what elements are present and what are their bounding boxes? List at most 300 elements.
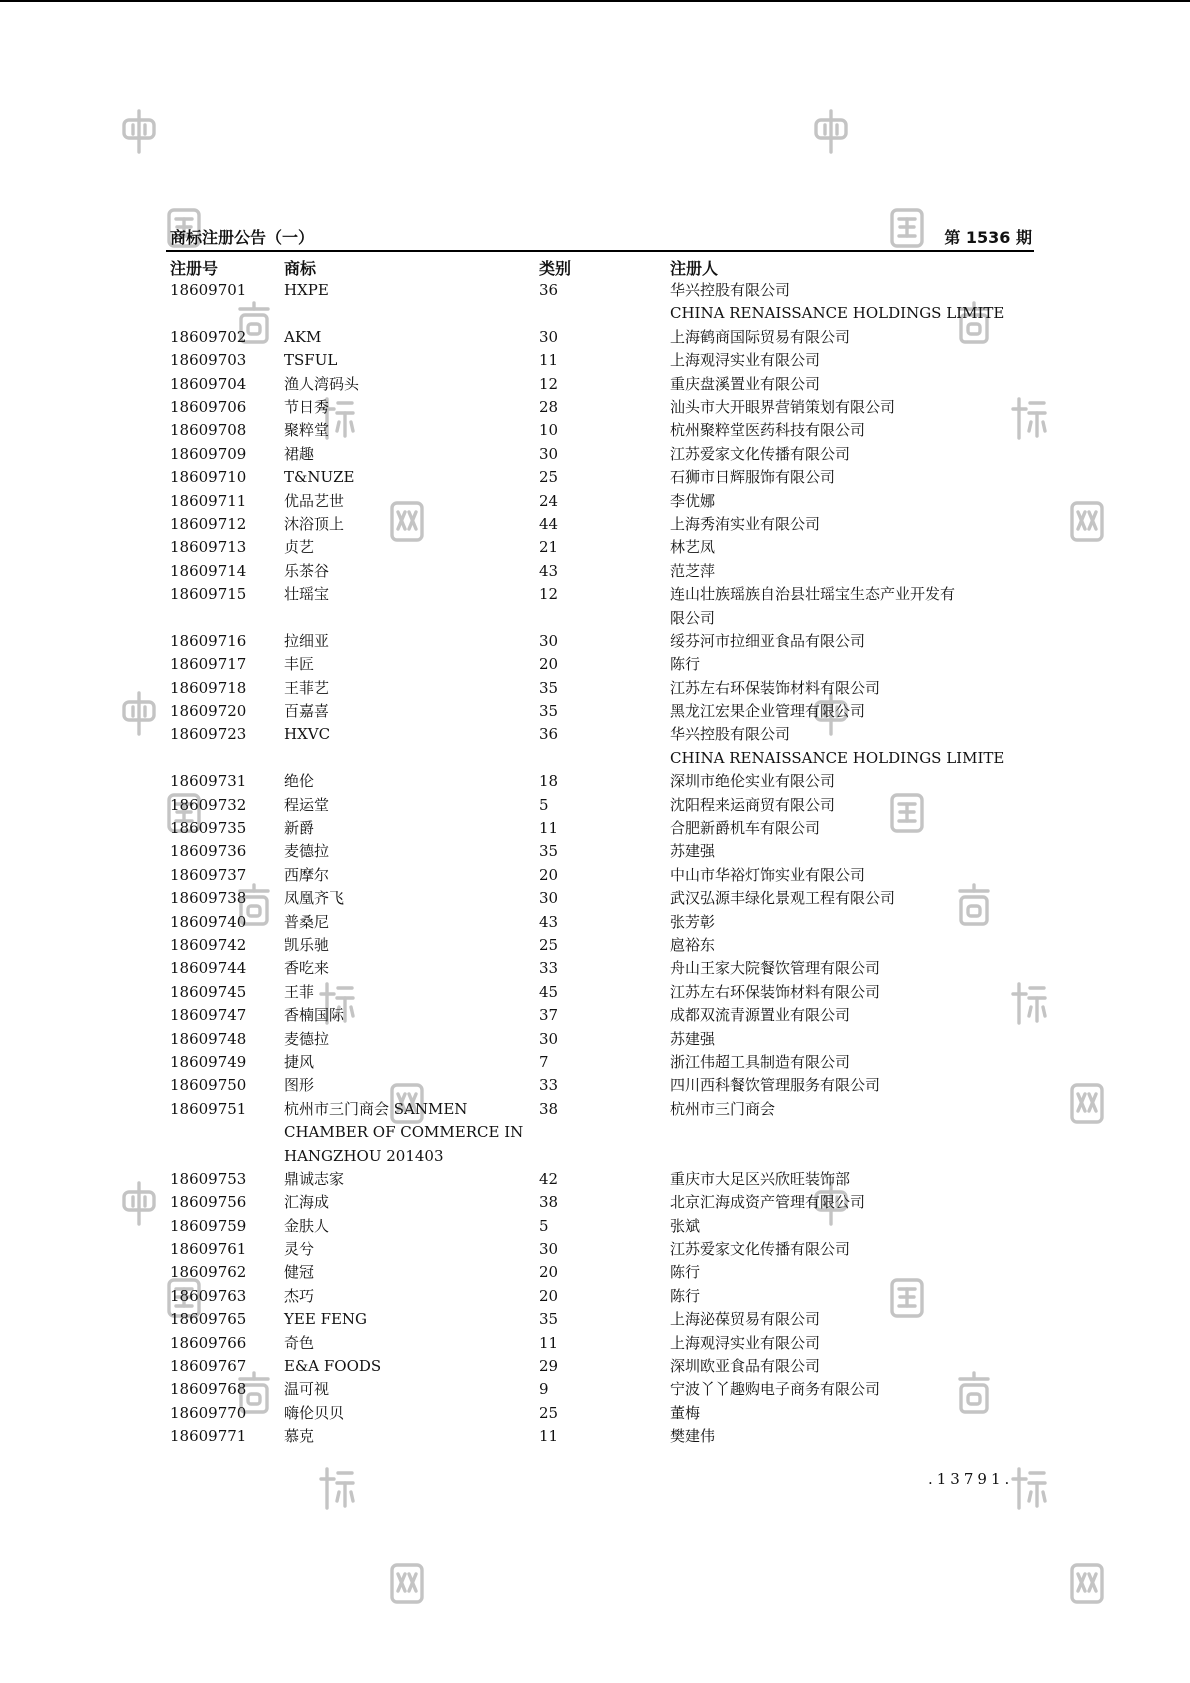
registrant-cell	[670, 279, 1004, 326]
trademark-text: E&A FOODS	[284, 1357, 382, 1376]
reg-number: 18609761	[170, 1240, 247, 1259]
trademark-text: 杭州市三门商会 SANMEN	[284, 1099, 468, 1118]
registrant-cell	[670, 1028, 715, 1051]
class-number: 11	[539, 1427, 559, 1446]
class-number: 35	[539, 678, 559, 697]
trademark-cell	[284, 349, 337, 372]
registrant-text: 江苏左右环保装饰材料有限公司	[670, 678, 881, 697]
table-row	[0, 700, 1190, 723]
reg-number: 18609713	[170, 538, 247, 557]
reg-number: 18609738	[170, 889, 247, 908]
trademark-text: 拉细亚	[284, 631, 330, 650]
registrant-cell	[670, 1402, 700, 1425]
trademark-cell	[284, 490, 344, 513]
table-row	[0, 840, 1190, 863]
trademark-text: CHAMBER OF COMMERCE IN	[284, 1123, 524, 1142]
registrant-cell	[670, 1238, 850, 1261]
class-number: 25	[539, 468, 559, 487]
class-number: 9	[539, 1380, 549, 1399]
class-number: 11	[539, 1333, 559, 1352]
table-row	[0, 770, 1190, 793]
trademark-text: 凯乐驰	[284, 935, 330, 954]
class-number: 18	[539, 772, 559, 791]
registrant-text: 范芝萍	[670, 561, 716, 580]
trademark-text: 慕克	[284, 1427, 315, 1446]
trademark-text: 百嘉喜	[284, 702, 330, 721]
trademark-cell	[284, 1332, 314, 1355]
registrant-cell	[670, 443, 850, 466]
trademark-text: HXPE	[284, 281, 329, 299]
trademark-cell	[284, 279, 329, 302]
registrant-cell	[670, 536, 715, 559]
class-number: 42	[539, 1169, 559, 1188]
trademark-text: 新爵	[284, 819, 315, 838]
table-row	[0, 560, 1190, 583]
table-row	[0, 817, 1190, 840]
registrant-text: 舟山王家大院餐饮管理有限公司	[670, 959, 881, 978]
column-header-mark: 商标	[284, 259, 317, 278]
trademark-text: HXVC	[284, 725, 331, 744]
registrant-text: 宁波丫丫趣购电子商务有限公司	[670, 1380, 881, 1399]
registrant-cell	[670, 583, 955, 630]
class-number: 33	[539, 959, 559, 978]
class-number: 35	[539, 702, 559, 721]
class-number: 30	[539, 444, 559, 463]
registrant-cell	[670, 1355, 820, 1378]
table-row	[0, 1191, 1190, 1214]
registrant-text: 连山壮族瑶族自治县壮瑶宝生态产业开发有	[670, 585, 956, 604]
watermark-glyph	[120, 108, 158, 154]
trademark-cell	[284, 794, 329, 817]
registrant-cell	[670, 770, 835, 793]
trademark-cell	[284, 1425, 314, 1448]
reg-number: 18609704	[170, 374, 247, 393]
reg-number: 18609742	[170, 935, 247, 954]
reg-number: 18609708	[170, 421, 247, 440]
reg-number: 18609715	[170, 585, 247, 604]
trademark-cell	[284, 1355, 381, 1378]
trademark-text: 西摩尔	[284, 865, 330, 884]
trademark-cell	[284, 373, 359, 396]
watermark-glyph	[1010, 1465, 1048, 1511]
registrant-cell	[670, 864, 865, 887]
registrant-cell	[670, 677, 880, 700]
column-header-reg-no: 注册号	[170, 259, 219, 278]
reg-number: 18609766	[170, 1333, 247, 1352]
class-number: 30	[539, 631, 559, 650]
trademark-text: 杰巧	[284, 1286, 315, 1305]
table-row	[0, 279, 1190, 326]
registrant-text: 合肥新爵机车有限公司	[670, 819, 821, 838]
registrant-cell	[670, 1168, 850, 1191]
trademark-cell	[284, 817, 314, 840]
trademark-text: 程运堂	[284, 795, 330, 814]
reg-number: 18609702	[170, 327, 247, 346]
registrant-text: 上海鹤商国际贸易有限公司	[670, 327, 851, 346]
table-row	[0, 630, 1190, 653]
class-number: 5	[539, 795, 549, 814]
reg-number: 18609771	[170, 1427, 247, 1446]
reg-number: 18609753	[170, 1169, 247, 1188]
trademark-cell	[284, 630, 329, 653]
bulletin-title: 商标注册公告（一）	[170, 228, 315, 247]
registrant-cell	[670, 1051, 850, 1074]
registrant-cell	[670, 1074, 880, 1097]
trademark-cell	[284, 677, 329, 700]
class-number: 30	[539, 327, 559, 346]
table-row	[0, 1074, 1190, 1097]
registrant-text: 李优娜	[670, 491, 716, 510]
table-row	[0, 1051, 1190, 1074]
class-number: 30	[539, 1240, 559, 1259]
table-row	[0, 1285, 1190, 1308]
class-number: 20	[539, 1286, 559, 1305]
trademark-text: AKM	[284, 327, 322, 346]
registrant-text: 四川西科餐饮管理服务有限公司	[670, 1076, 881, 1095]
trademark-cell	[284, 700, 329, 723]
registrant-text: 黑龙江宏果企业管理有限公司	[670, 702, 866, 721]
reg-number: 18609750	[170, 1076, 247, 1095]
trademark-text: YEE FENG	[284, 1310, 368, 1329]
class-number: 43	[539, 912, 559, 931]
table-row	[0, 1378, 1190, 1401]
trademark-cell	[284, 981, 314, 1004]
reg-number: 18609709	[170, 444, 247, 463]
reg-number: 18609763	[170, 1286, 247, 1305]
class-number: 30	[539, 889, 559, 908]
trademark-cell	[284, 911, 329, 934]
registrant-text: 苏建强	[670, 842, 716, 861]
trademark-cell	[284, 653, 314, 676]
class-number: 28	[539, 397, 559, 416]
table-row	[0, 1261, 1190, 1284]
trademark-cell	[284, 887, 344, 910]
watermark-glyph	[388, 1560, 426, 1606]
table-row	[0, 1402, 1190, 1425]
table-row	[0, 887, 1190, 910]
table-row	[0, 1308, 1190, 1331]
registration-table	[0, 279, 1190, 1449]
trademark-text: 裙趣	[284, 444, 315, 463]
trademark-cell	[284, 466, 355, 489]
column-header-class: 类别	[539, 259, 572, 278]
reg-number: 18609751	[170, 1099, 247, 1118]
registrant-text: 华兴控股有限公司	[670, 281, 791, 299]
top-border	[0, 0, 1190, 2]
trademark-text: 普桑尼	[284, 912, 330, 931]
trademark-text: 香吃来	[284, 959, 330, 978]
table-row	[0, 653, 1190, 676]
table-row	[0, 981, 1190, 1004]
trademark-cell	[284, 1308, 367, 1331]
reg-number: 18609759	[170, 1216, 247, 1235]
class-number: 45	[539, 982, 559, 1001]
registrant-cell	[670, 419, 865, 442]
registrant-cell	[670, 817, 820, 840]
class-number: 35	[539, 1310, 559, 1329]
class-number: 25	[539, 1403, 559, 1422]
table-row	[0, 1098, 1190, 1168]
trademark-text: 丰匠	[284, 655, 315, 674]
page-header	[170, 225, 1032, 249]
reg-number: 18609711	[170, 491, 247, 510]
table-row	[0, 466, 1190, 489]
class-number: 20	[539, 655, 559, 674]
class-number: 36	[539, 725, 559, 744]
table-row	[0, 1004, 1190, 1027]
registrant-text: 樊建伟	[670, 1427, 716, 1446]
table-row	[0, 1215, 1190, 1238]
trademark-text: 壮瑶宝	[284, 585, 330, 604]
registrant-text: 深圳市绝伦实业有限公司	[670, 772, 836, 791]
registrant-cell	[670, 1261, 700, 1284]
reg-number: 18609768	[170, 1380, 247, 1399]
trademark-text: 汇海成	[284, 1193, 330, 1212]
registrant-cell	[670, 723, 1004, 770]
registrant-text: 上海观浔实业有限公司	[670, 351, 821, 370]
registrant-cell	[670, 326, 850, 349]
trademark-cell	[284, 1402, 344, 1425]
table-row	[0, 1355, 1190, 1378]
reg-number: 18609716	[170, 631, 247, 650]
trademark-cell	[284, 1168, 344, 1191]
table-row	[0, 677, 1190, 700]
class-number: 12	[539, 374, 559, 393]
class-number: 24	[539, 491, 559, 510]
class-number: 35	[539, 842, 559, 861]
trademark-cell	[284, 1004, 344, 1027]
trademark-text: 温可视	[284, 1380, 330, 1399]
registrant-cell	[670, 1191, 865, 1214]
trademark-text: 贞艺	[284, 538, 315, 557]
trademark-cell	[284, 957, 329, 980]
reg-number: 18609740	[170, 912, 247, 931]
registrant-text: 江苏爱家文化传播有限公司	[670, 444, 851, 463]
column-header-registrant: 注册人	[670, 259, 719, 278]
registrant-cell	[670, 490, 715, 513]
reg-number: 18609735	[170, 819, 247, 838]
trademark-cell	[284, 536, 314, 559]
trademark-text: HANGZHOU 201403	[284, 1146, 444, 1165]
trademark-cell	[284, 419, 329, 442]
table-row	[0, 513, 1190, 536]
trademark-cell	[284, 1261, 314, 1284]
registrant-cell	[670, 1378, 880, 1401]
registrant-text: 重庆市大足区兴欣旺装饰部	[670, 1169, 851, 1188]
trademark-text: 凤凰齐飞	[284, 889, 345, 908]
registrant-cell	[670, 1215, 700, 1238]
table-row	[0, 794, 1190, 817]
registrant-text: 苏建强	[670, 1029, 716, 1048]
page-number: .13791.	[928, 1470, 1014, 1488]
registrant-text: 张斌	[670, 1216, 701, 1235]
registrant-cell	[670, 1098, 775, 1121]
registrant-text: 上海观浔实业有限公司	[670, 1333, 821, 1352]
table-row	[0, 443, 1190, 466]
registrant-text: 北京汇海成资产管理有限公司	[670, 1193, 866, 1212]
trademark-cell	[284, 1098, 523, 1168]
registrant-text: 重庆盘溪置业有限公司	[670, 374, 821, 393]
trademark-cell	[284, 1191, 329, 1214]
registrant-text: 成都双流青源置业有限公司	[670, 1006, 851, 1025]
registrant-cell	[670, 887, 895, 910]
trademark-text: 王菲	[284, 982, 315, 1001]
registrant-cell	[670, 653, 700, 676]
registrant-text: 陈行	[670, 1263, 701, 1282]
trademark-cell	[284, 864, 329, 887]
table-row	[0, 396, 1190, 419]
trademark-cell	[284, 770, 314, 793]
trademark-text: 麦德拉	[284, 1029, 330, 1048]
class-number: 38	[539, 1099, 559, 1118]
trademark-text: 图形	[284, 1076, 315, 1095]
trademark-text: 优品艺世	[284, 491, 345, 510]
reg-number: 18609749	[170, 1052, 247, 1071]
watermark-glyph	[1068, 1560, 1106, 1606]
watermark-glyph	[812, 108, 850, 154]
registrant-cell	[670, 700, 865, 723]
trademark-cell	[284, 1378, 329, 1401]
class-number: 44	[539, 514, 559, 533]
trademark-text: 沐浴顶上	[284, 514, 345, 533]
table-row	[0, 957, 1190, 980]
reg-number: 18609767	[170, 1357, 247, 1376]
table-row	[0, 1425, 1190, 1448]
registrant-text: 中山市华裕灯饰实业有限公司	[670, 865, 866, 884]
trademark-cell	[284, 1238, 314, 1261]
registrant-text: 武汉弘源丰绿化景观工程有限公司	[670, 889, 896, 908]
registrant-cell	[670, 840, 715, 863]
class-number: 7	[539, 1052, 549, 1071]
trademark-cell	[284, 1074, 314, 1097]
registrant-cell	[670, 957, 880, 980]
trademark-cell	[284, 934, 329, 957]
registrant-text: 汕头市大开眼界营销策划有限公司	[670, 397, 896, 416]
trademark-text: 聚粹堂	[284, 421, 330, 440]
trademark-text: 王菲艺	[284, 678, 330, 697]
reg-number: 18609765	[170, 1310, 247, 1329]
registrant-text: 董梅	[670, 1403, 701, 1422]
registrant-cell	[670, 349, 820, 372]
reg-number: 18609736	[170, 842, 247, 861]
registrant-text: 林艺凤	[670, 538, 716, 557]
reg-number: 18609770	[170, 1403, 247, 1422]
trademark-cell	[284, 443, 314, 466]
table-row	[0, 536, 1190, 559]
trademark-cell	[284, 1285, 314, 1308]
table-row	[0, 1238, 1190, 1261]
table-row	[0, 373, 1190, 396]
registrant-text: 上海秀洧实业有限公司	[670, 514, 821, 533]
class-number: 12	[539, 585, 559, 604]
reg-number: 18609714	[170, 561, 247, 580]
registrant-text: CHINA RENAISSANCE HOLDINGS LIMITE	[670, 748, 1005, 767]
issue-number: 第 1536 期	[944, 228, 1032, 247]
registrant-text: 沈阳程来运商贸有限公司	[670, 795, 836, 814]
class-number: 29	[539, 1357, 559, 1376]
registrant-cell	[670, 794, 835, 817]
registrant-text: 杭州市三门商会	[670, 1099, 776, 1118]
reg-number: 18609720	[170, 702, 247, 721]
class-number: 36	[539, 281, 559, 299]
reg-number: 18609737	[170, 865, 247, 884]
class-number: 37	[539, 1006, 559, 1025]
trademark-text: 绝伦	[284, 772, 315, 791]
trademark-cell	[284, 1215, 329, 1238]
trademark-text: TSFUL	[284, 351, 338, 370]
table-row	[0, 934, 1190, 957]
registrant-text: 华兴控股有限公司	[670, 725, 791, 744]
class-number: 38	[539, 1193, 559, 1212]
registrant-cell	[670, 630, 865, 653]
class-number: 10	[539, 421, 559, 440]
table-row	[0, 349, 1190, 372]
registrant-text: 绥芬河市拉细亚食品有限公司	[670, 631, 866, 650]
registrant-cell	[670, 373, 820, 396]
registrant-text: 石狮市日辉服饰有限公司	[670, 468, 836, 487]
registrant-text: 张芳彰	[670, 912, 716, 931]
registrant-cell	[670, 934, 715, 957]
reg-number: 18609731	[170, 772, 247, 791]
table-row	[0, 583, 1190, 630]
class-number: 21	[539, 538, 559, 557]
registrant-text: 浙江伟超工具制造有限公司	[670, 1052, 851, 1071]
registrant-cell	[670, 513, 820, 536]
registrant-cell	[670, 396, 895, 419]
reg-number: 18609747	[170, 1006, 247, 1025]
reg-number: 18609732	[170, 795, 247, 814]
reg-number: 18609717	[170, 655, 247, 674]
table-row	[0, 723, 1190, 770]
reg-number: 18609703	[170, 351, 247, 370]
table-row	[0, 911, 1190, 934]
trademark-text: 灵兮	[284, 1240, 315, 1259]
class-number: 20	[539, 865, 559, 884]
reg-number: 18609701	[170, 281, 247, 299]
registrant-cell	[670, 1425, 715, 1448]
trademark-text: 奇色	[284, 1333, 315, 1352]
trademark-cell	[284, 396, 329, 419]
trademark-cell	[284, 1028, 329, 1051]
class-number: 25	[539, 935, 559, 954]
reg-number: 18609748	[170, 1029, 247, 1048]
trademark-text: T&NUZE	[284, 468, 355, 487]
trademark-cell	[284, 840, 329, 863]
trademark-text: 嗨伦贝贝	[284, 1403, 345, 1422]
registrant-text: 深圳欧亚食品有限公司	[670, 1357, 821, 1376]
reg-number: 18609706	[170, 397, 247, 416]
trademark-text: 香楠国际	[284, 1006, 345, 1025]
registrant-cell	[670, 911, 715, 934]
trademark-cell	[284, 326, 321, 349]
trademark-text: 鼎诚志家	[284, 1169, 345, 1188]
table-row	[0, 1028, 1190, 1051]
registrant-text: 陈行	[670, 1286, 701, 1305]
registrant-cell	[670, 1004, 850, 1027]
registrant-text: 江苏爱家文化传播有限公司	[670, 1240, 851, 1259]
registrant-text: CHINA RENAISSANCE HOLDINGS LIMITE	[670, 304, 1005, 323]
reg-number: 18609710	[170, 468, 247, 487]
class-number: 43	[539, 561, 559, 580]
table-row	[0, 419, 1190, 442]
reg-number: 18609762	[170, 1263, 247, 1282]
header-rule	[166, 250, 1034, 252]
trademark-cell	[284, 513, 344, 536]
registrant-text: 扈裕东	[670, 935, 716, 954]
registrant-cell	[670, 560, 715, 583]
trademark-text: 麦德拉	[284, 842, 330, 861]
table-row	[0, 1168, 1190, 1191]
